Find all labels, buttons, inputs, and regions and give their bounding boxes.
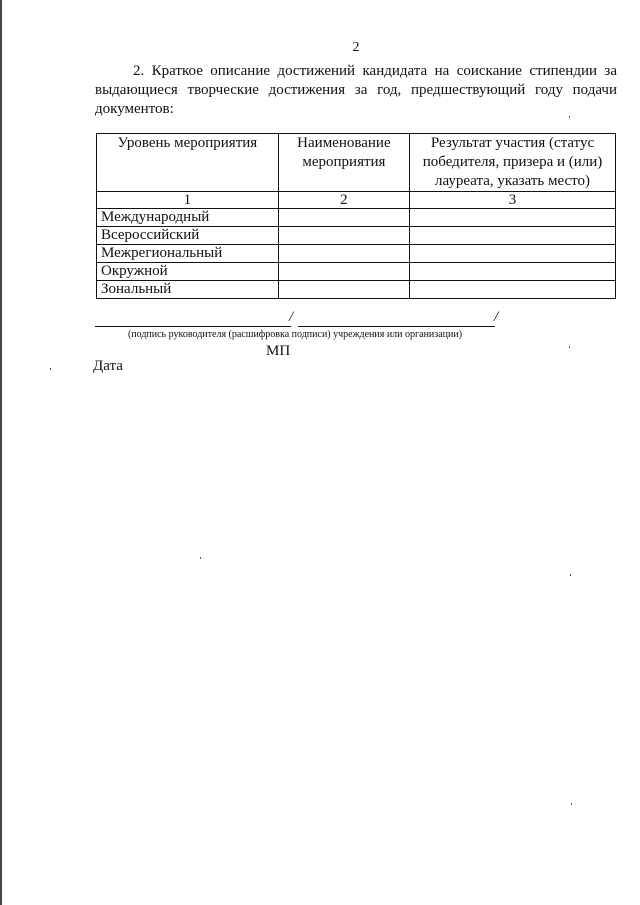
scan-speck (50, 368, 51, 370)
column-number-row (97, 192, 616, 209)
table-header-row (97, 134, 616, 192)
column-number: 1 (97, 192, 279, 209)
event-name-cell[interactable] (278, 209, 409, 227)
page-edge (0, 0, 2, 905)
column-number: 3 (410, 192, 616, 209)
level-label: Окружной (97, 263, 279, 281)
section-description: 2. Краткое описание достижений кандидата на соискание стипендии за выдающиеся творческие достижения за год, предшествующий году подачи документов: (95, 63, 617, 117)
scan-speck (569, 116, 570, 118)
result-cell[interactable] (410, 227, 616, 245)
column-number: 2 (278, 192, 409, 209)
column-header-result: Результат участия (статус победителя, призера и (или) лауреата, указать место) (410, 134, 616, 192)
column-header-level: Уровень мероприятия (97, 134, 279, 192)
level-label: Зональный (97, 281, 279, 299)
event-name-cell[interactable] (278, 227, 409, 245)
event-name-cell[interactable] (278, 281, 409, 299)
signature-separator: / (289, 309, 294, 325)
level-label: Международный (97, 209, 279, 227)
signature-separator: / (494, 309, 499, 325)
event-name-cell[interactable] (278, 263, 409, 281)
scan-speck (569, 346, 570, 348)
signature-line[interactable] (95, 326, 291, 327)
table-row (97, 245, 616, 263)
stamp-label: МП (266, 343, 291, 359)
page-number: 2 (352, 40, 360, 55)
achievements-table (96, 133, 616, 299)
result-cell[interactable] (410, 281, 616, 299)
table-row (97, 263, 616, 281)
scan-speck (571, 803, 572, 805)
result-cell[interactable] (410, 209, 616, 227)
table-row (97, 281, 616, 299)
result-cell[interactable] (410, 263, 616, 281)
scan-speck (570, 574, 571, 576)
scan-speck (200, 557, 201, 559)
signature-caption: (подпись руководителя (расшифровка подписи) учреждения или организации) (127, 329, 463, 340)
date-label: Дата (93, 358, 123, 374)
event-name-cell[interactable] (278, 245, 409, 263)
level-label: Межрегиональный (97, 245, 279, 263)
result-cell[interactable] (410, 245, 616, 263)
signature-decryption-line[interactable] (298, 326, 495, 327)
table-row (97, 227, 616, 245)
table-row (97, 209, 616, 227)
column-header-event-name: Наименование мероприятия (278, 134, 409, 192)
level-label: Всероссийский (97, 227, 279, 245)
